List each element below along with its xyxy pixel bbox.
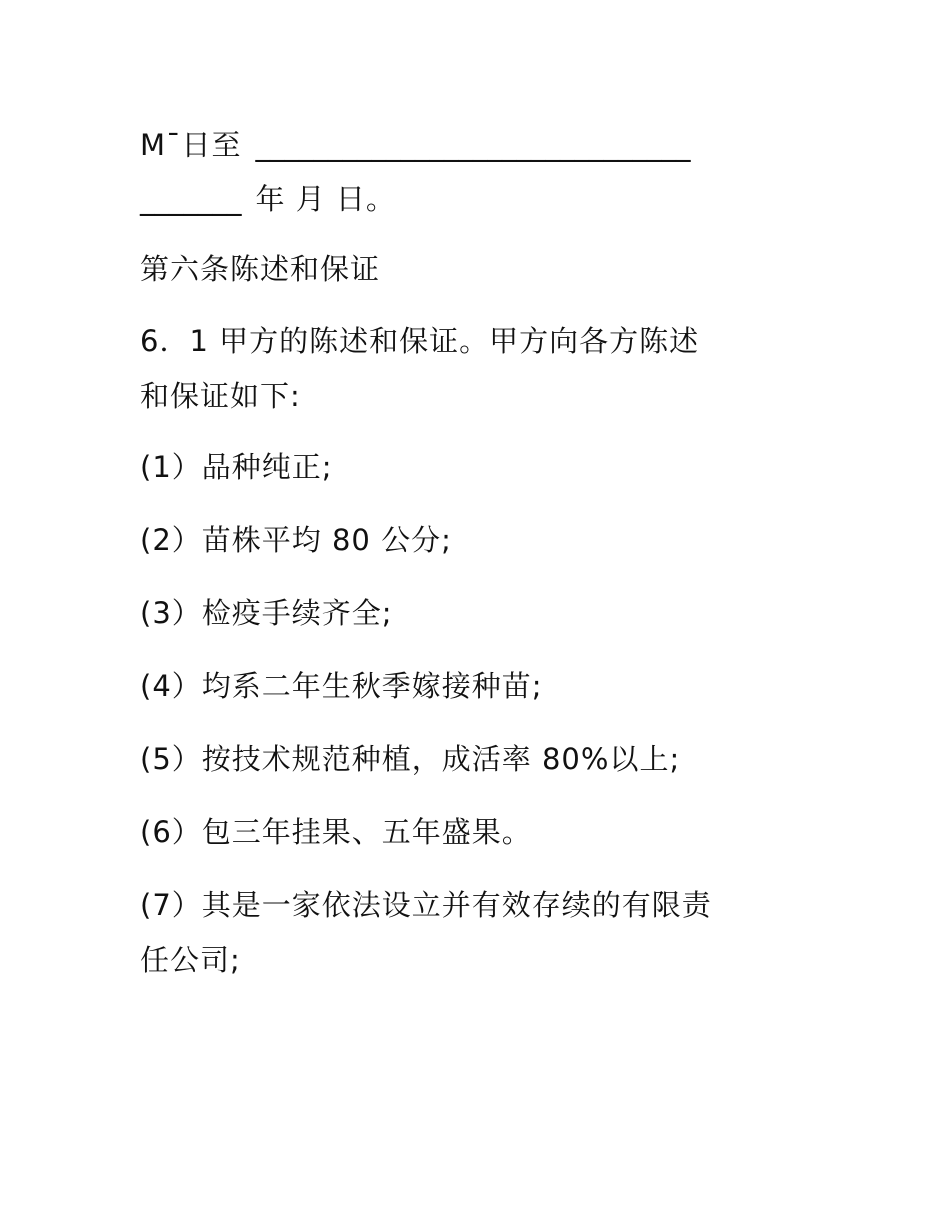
blank-underline: ______________________________ xyxy=(255,128,691,162)
list-item: (3）检疫手续齐全; xyxy=(140,596,393,630)
clause-6-1-line-1: 6．1 甲方的陈述和保证。甲方向各方陈述 xyxy=(140,324,700,358)
date-start-text: M¯日至 xyxy=(140,128,242,162)
list-item: (6）包三年挂果、五年盛果。 xyxy=(140,815,532,849)
list-item: (7）其是一家依法设立并有效存续的有限责 xyxy=(140,888,712,922)
list-item: (2）苗株平均 80 公分; xyxy=(140,523,452,557)
list-item-continuation: 任公司; xyxy=(140,943,241,977)
clause-6-1-line-2: 和保证如下: xyxy=(140,379,301,413)
list-item: (1）品种纯正; xyxy=(140,450,333,484)
blank-underline: _______ xyxy=(140,182,242,216)
section-heading: 第六条陈述和保证 xyxy=(140,252,381,286)
date-range-line-1 xyxy=(140,127,691,163)
list-item: (5）按技术规范种植，成活率 80%以上; xyxy=(140,742,681,776)
date-range-line-2 xyxy=(140,181,396,217)
list-item: (4）均系二年生秋季嫁接种苗; xyxy=(140,669,543,703)
date-suffix-text: 年 月 日。 xyxy=(255,182,396,216)
